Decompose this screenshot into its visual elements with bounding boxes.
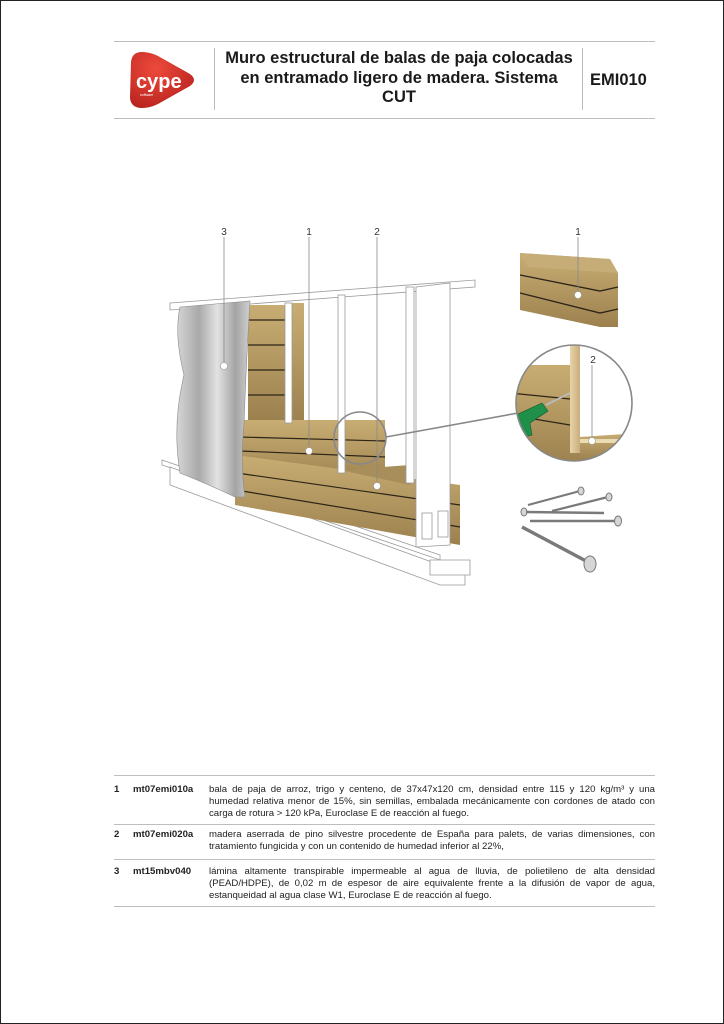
detail-callout-label-2: 2 — [590, 355, 596, 366]
screws-detail — [521, 487, 622, 572]
component-reference: mt07emi010a — [133, 784, 194, 795]
table-rule — [114, 824, 655, 825]
callout-label-1: 1 — [306, 227, 312, 238]
header-bottom-rule — [114, 118, 655, 119]
straw-bale-wall-illustration — [140, 215, 660, 605]
header-separator-left — [214, 48, 215, 110]
component-number: 2 — [114, 829, 120, 840]
component-description: madera aserrada de pino silvestre procedente de España para palets, de varias dimensiones, con tratamiento fungicida y con un contenido de humedad inferior al 22%, — [209, 829, 655, 853]
title-line-2: en entramado ligero de madera. Sistema — [240, 68, 558, 87]
component-number: 1 — [114, 784, 120, 795]
detail-callout-label-1: 1 — [575, 227, 581, 238]
header-top-rule — [114, 41, 655, 42]
main-wall-drawing — [162, 227, 518, 585]
straw-bale-detail — [520, 227, 618, 327]
logo-text: cype — [136, 71, 182, 93]
logo-subtext: software — [140, 93, 154, 97]
callout-dot-3 — [221, 363, 228, 370]
component-description: bala de paja de arroz, trigo y centeno, de 37x47x120 cm, densidad entre 115 y 120 kg/m³ y una humedad relativa menor de 15%, sin semillas, embalada mecánicamente con cordones de atado con carga de rotura > 120 kPa, Euroclase E de reacción al fuego. — [209, 784, 655, 820]
component-reference: mt07emi020a — [133, 829, 194, 840]
title-line-3: CUT — [382, 88, 416, 106]
membrane-sheet — [177, 301, 250, 497]
callout-label-2: 2 — [374, 227, 380, 238]
page-title — [216, 49, 582, 108]
component-description: lámina altamente transpirable impermeable al agua de lluvia, de polietileno de alta densidad (PEAD/HDPE), de 0,02 m de espesor de aire equivalente frente a la difusión de vapor de agua, estanqueidad al agua clase W1, Euroclase E de reacción al fuego. — [209, 866, 655, 902]
callout-dot-2 — [374, 483, 381, 490]
drill-detail — [510, 343, 640, 465]
cype-logo — [128, 50, 198, 110]
table-rule-top — [114, 775, 655, 776]
component-number: 3 — [114, 866, 120, 877]
table-rule — [114, 859, 655, 860]
table-rule-bottom — [114, 906, 655, 907]
title-line-1: Muro estructural de balas de paja colocadas — [225, 49, 573, 67]
callout-dot-1 — [306, 448, 313, 455]
callout-label-3: 3 — [221, 227, 227, 238]
item-code: EMI010 — [590, 71, 647, 89]
component-reference: mt15mbv040 — [133, 866, 192, 877]
header-separator-right — [582, 48, 583, 110]
